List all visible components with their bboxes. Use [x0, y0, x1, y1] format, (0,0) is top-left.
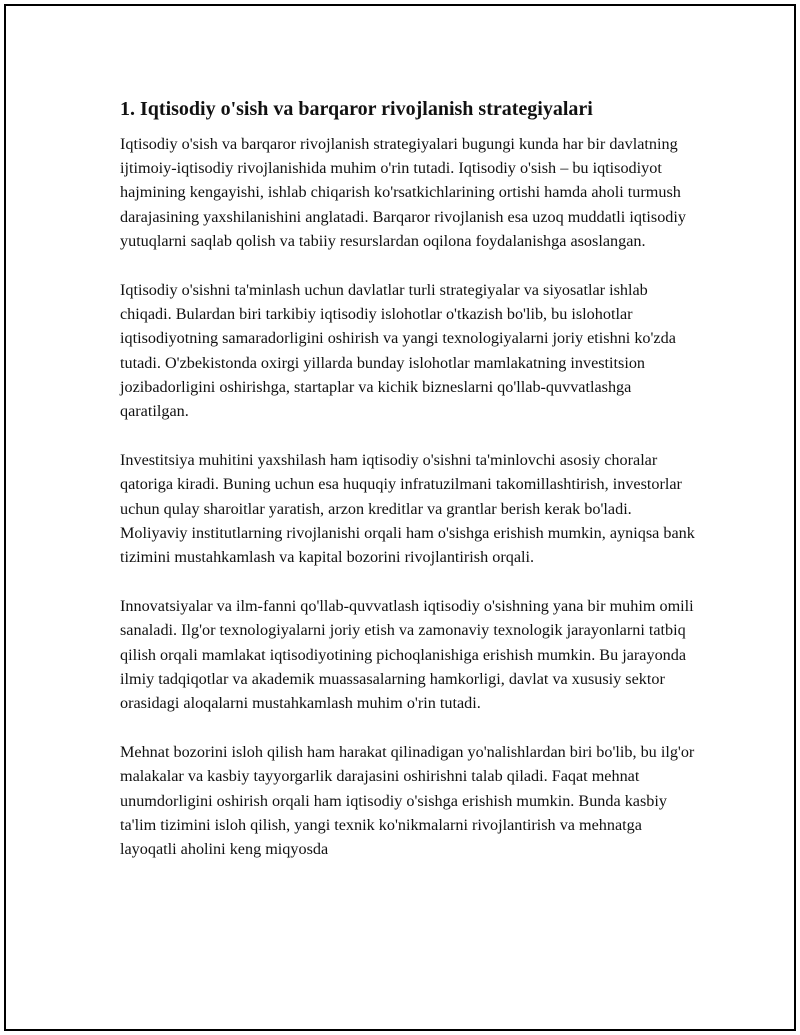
paragraph-1: Iqtisodiy o'sish va barqaror rivojlanish strategiyalari bugungi kunda har bir davlatning ijtimoiy-iqtisodiy rivojlanishida muhim o'rin tutadi. Iqtisodiy o'sish – bu iqtisodiyot hajmining kengayishi, ishlab chiqarish ko'rsatkichlarining ortishi hamda aholi turmush darajasining yaxshilanishini anglatadi. Barqaror rivojlanish esa uzoq muddatli iqtisodiy yutuqlarni saqlab qolish va tabiiy resurslardan oqilona foydalanishga asoslangan.	[120, 135, 686, 250]
paragraph-5: Mehnat bozorini isloh qilish ham harakat qilinadigan yo'nalishlardan biri bo'lib, bu ilg'or malakalar va kasbiy tayyorgarlik darajasini oshirishni talab qiladi. Faqat mehnat unumdorligini oshirish orqali ham iqtisodiy o'sishga erishish mumkin. Bunda kasbiy ta'lim tizimini isloh qilish, yangi texnik ko'nikmalarni rivojlantirish va mehnatga layoqatli aholini keng miqyosda	[120, 743, 695, 859]
paragraph-4: Innovatsiyalar va ilm-fanni qo'llab-quvvatlash iqtisodiy o'sishning yana bir muhim omili sanaladi. Ilg'or texnologiyalarni joriy etish va zamonaviy texnologik jarayonlarni tatbiq qilish orqali mamlakat iqtisodiyotining pichoqlanishiga erishish mumkin. Bu jarayonda ilmiy tadqiqotlar va akademik muassasalarning hamkorligi, davlat va xususiy sektor orasidagi aloqalarni mustahkamlash muhim o'rin tutadi.	[120, 597, 694, 713]
paragraph-3: Investitsiya muhitini yaxshilash ham iqtisodiy o'sishni ta'minlovchi asosiy choralar qatoriga kiradi. Buning uchun esa huquqiy infratuzilmani takomillashtirish, investorlar uchun qulay sharoitlar yaratish, arzon kreditlar va grantlar berish kerak bo'ladi. Moliyaviy institutlarning rivojlanishi orqali ham o'sishga erishish mumkin, ayniqsa bank tizimini mustahkamlash va kapital bozorini rivojlantirish orqali.	[120, 451, 695, 567]
document-page	[4, 4, 796, 1031]
paragraph-2: Iqtisodiy o'sishni ta'minlash uchun davlatlar turli strategiyalar va siyosatlar ishlab chiqadi. Bulardan biri tarkibiy iqtisodiy islohotlar o'tkazish bo'lib, bu islohotlar iqtisodiyotning samaradorligini oshirish va yangi texnologiyalarni joriy etishni ko'zda tutadi. O'zbekistonda oxirgi yillarda bunday islohotlar mamlakatning investitsion jozibadorligini oshirishga, startaplar va kichik bizneslarni qo'llab-quvvatlashga qaratilgan.	[120, 281, 676, 421]
section-heading: 1. Iqtisodiy o'sish va barqaror rivojlanish strategiyalari	[120, 98, 593, 120]
document-body	[120, 96, 700, 861]
